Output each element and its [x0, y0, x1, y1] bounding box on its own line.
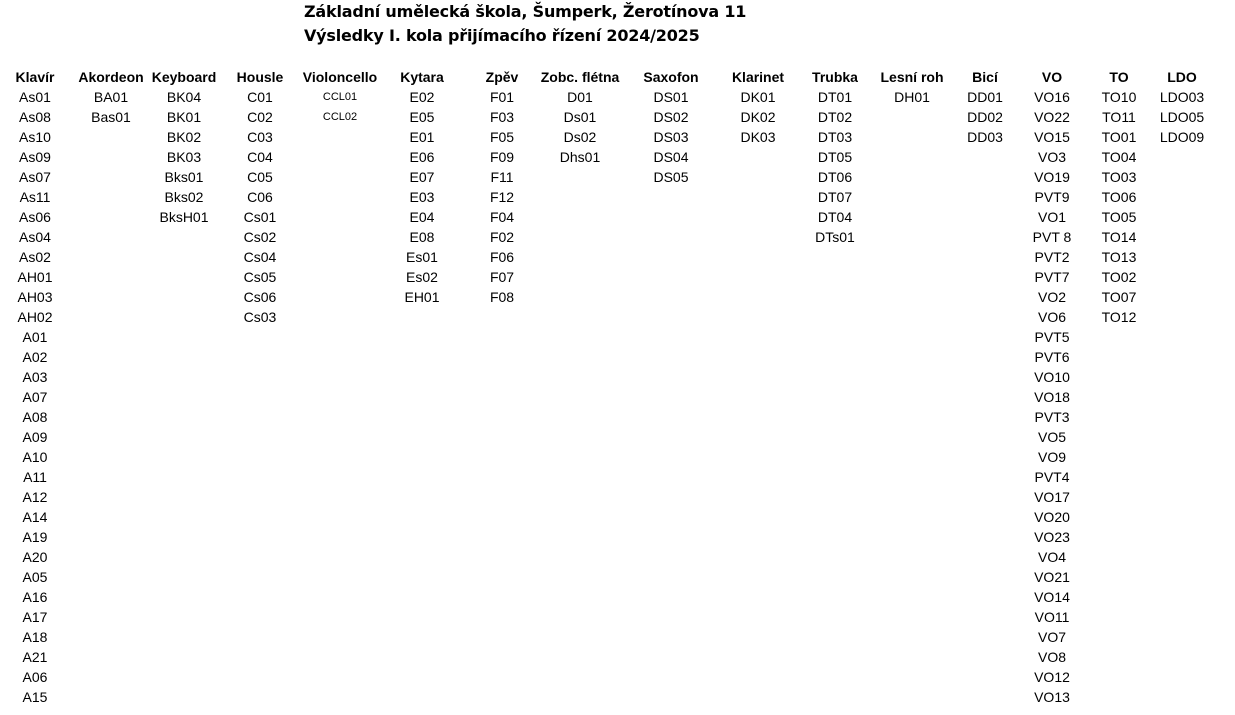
- applicant-code: F01: [489, 89, 515, 105]
- applicant-code: F04: [489, 209, 515, 225]
- applicant-code: DT02: [817, 109, 853, 125]
- column-8: [631, 67, 711, 187]
- applicant-code: A15: [22, 689, 48, 705]
- applicant-code: F09: [489, 149, 515, 165]
- column-header: Klavír: [15, 69, 55, 85]
- applicant-code: VO18: [1034, 389, 1070, 405]
- column-6: [462, 67, 542, 307]
- applicant-code: A18: [22, 629, 48, 645]
- applicant-code: E06: [409, 149, 435, 165]
- applicant-code: Cs06: [243, 289, 277, 305]
- applicant-code: A21: [22, 649, 48, 665]
- school-title: Základní umělecká škola, Šumperk, Žerotínova 11: [304, 2, 747, 21]
- applicant-code: VO15: [1034, 129, 1070, 145]
- applicant-code: VO11: [1034, 609, 1070, 625]
- applicant-code: F07: [489, 269, 515, 285]
- applicant-code: DH01: [894, 89, 930, 105]
- applicant-code: TO01: [1101, 129, 1137, 145]
- applicant-code: PVT2: [1034, 249, 1070, 265]
- applicant-code: VO16: [1034, 89, 1070, 105]
- applicant-code: CCL01: [322, 91, 358, 103]
- applicant-code: VO23: [1034, 529, 1070, 545]
- column-5: [382, 67, 462, 307]
- applicant-code: TO05: [1101, 209, 1137, 225]
- applicant-code: F02: [489, 229, 515, 245]
- column-4: [300, 67, 380, 127]
- column-header: Violoncello: [302, 69, 378, 85]
- applicant-code: PVT9: [1034, 189, 1070, 205]
- applicant-code: Es01: [406, 249, 438, 265]
- column-header: TO: [1109, 69, 1129, 85]
- applicant-code: TO12: [1101, 309, 1137, 325]
- applicant-code: DK02: [740, 109, 776, 125]
- applicant-code: E07: [409, 169, 435, 185]
- applicant-code: DS05: [653, 169, 689, 185]
- applicant-code: Bas01: [91, 109, 131, 125]
- applicant-code: TO02: [1101, 269, 1137, 285]
- applicant-code: AH02: [17, 309, 53, 325]
- applicant-code: DK03: [740, 129, 776, 145]
- applicant-code: F05: [489, 129, 515, 145]
- applicant-code: TO04: [1101, 149, 1137, 165]
- applicant-code: As11: [19, 189, 51, 205]
- applicant-code: Ds02: [563, 129, 597, 145]
- column-3: [220, 67, 300, 327]
- applicant-code: As01: [19, 89, 51, 105]
- applicant-code: C06: [247, 189, 273, 205]
- applicant-code: E04: [409, 209, 435, 225]
- applicant-code: C05: [247, 169, 273, 185]
- column-11: [872, 67, 952, 107]
- applicant-code: As06: [19, 209, 51, 225]
- applicant-code: A03: [22, 369, 48, 385]
- applicant-code: TO06: [1101, 189, 1137, 205]
- applicant-code: VO21: [1034, 569, 1070, 585]
- applicant-code: VO20: [1034, 509, 1070, 525]
- applicant-code: TO10: [1101, 89, 1137, 105]
- applicant-code: A11: [23, 469, 47, 485]
- applicant-code: C04: [247, 149, 273, 165]
- applicant-code: A14: [22, 509, 48, 525]
- results-title: Výsledky I. kola přijímacího řízení 2024/2025: [304, 26, 700, 45]
- applicant-code: A08: [22, 409, 48, 425]
- applicant-code: C01: [247, 89, 273, 105]
- applicant-code: DK01: [740, 89, 776, 105]
- applicant-code: PVT 8: [1032, 229, 1072, 245]
- applicant-code: VO19: [1034, 169, 1070, 185]
- applicant-code: E05: [409, 109, 435, 125]
- applicant-code: BK01: [166, 109, 202, 125]
- applicant-code: DT03: [817, 129, 853, 145]
- column-1: [71, 67, 151, 127]
- column-header: Trubka: [812, 69, 858, 85]
- column-header: Klarinet: [731, 69, 785, 85]
- applicant-code: F11: [490, 169, 514, 185]
- column-header: Saxofon: [643, 69, 699, 85]
- applicant-code: As10: [19, 129, 51, 145]
- applicant-code: DS01: [653, 89, 689, 105]
- column-header: Bicí: [972, 69, 998, 85]
- applicant-code: F06: [489, 249, 515, 265]
- applicant-code: PVT3: [1034, 409, 1070, 425]
- applicant-code: DT05: [817, 149, 853, 165]
- applicant-code: Cs01: [243, 209, 277, 225]
- applicant-code: DTs01: [815, 229, 855, 245]
- applicant-code: LDO03: [1159, 89, 1205, 105]
- column-10: [795, 67, 875, 247]
- applicant-code: TO11: [1102, 109, 1136, 125]
- applicant-code: DD01: [967, 89, 1003, 105]
- column-header: LDO: [1167, 69, 1197, 85]
- applicant-code: DS02: [653, 109, 689, 125]
- applicant-code: TO14: [1101, 229, 1137, 245]
- applicant-code: C03: [247, 129, 273, 145]
- applicant-code: PVT4: [1034, 469, 1070, 485]
- applicant-code: CCL02: [322, 111, 358, 123]
- applicant-code: A19: [22, 529, 48, 545]
- applicant-code: AH01: [17, 269, 53, 285]
- applicant-code: DS03: [653, 129, 689, 145]
- applicant-code: A05: [22, 569, 48, 585]
- applicant-code: VO13: [1034, 689, 1070, 705]
- applicant-code: VO7: [1037, 629, 1066, 645]
- applicant-code: VO14: [1034, 589, 1070, 605]
- applicant-code: Es02: [406, 269, 438, 285]
- applicant-code: VO6: [1037, 309, 1066, 325]
- applicant-code: VO9: [1037, 449, 1066, 465]
- applicant-code: LDO09: [1159, 129, 1205, 145]
- applicant-code: Bks02: [164, 189, 204, 205]
- applicant-code: Cs02: [243, 229, 277, 245]
- applicant-code: C02: [247, 109, 273, 125]
- applicant-code: VO4: [1037, 549, 1066, 565]
- column-header: Zobc. flétna: [540, 69, 620, 85]
- column-0: [0, 67, 75, 707]
- applicant-code: PVT7: [1034, 269, 1070, 285]
- applicant-code: E03: [409, 189, 435, 205]
- applicant-code: DT04: [817, 209, 853, 225]
- applicant-code: E08: [409, 229, 435, 245]
- applicant-code: Bks01: [164, 169, 204, 185]
- applicant-code: TO13: [1101, 249, 1137, 265]
- applicant-code: VO1: [1037, 209, 1066, 225]
- column-9: [718, 67, 798, 147]
- applicant-code: PVT6: [1034, 349, 1070, 365]
- applicant-code: A17: [22, 609, 48, 625]
- column-header: Kytara: [400, 69, 444, 85]
- applicant-code: E01: [409, 129, 435, 145]
- applicant-code: As08: [19, 109, 51, 125]
- applicant-code: F12: [489, 189, 515, 205]
- applicant-code: VO8: [1037, 649, 1066, 665]
- applicant-code: BK04: [166, 89, 202, 105]
- applicant-code: A20: [22, 549, 48, 565]
- applicant-code: A10: [22, 449, 48, 465]
- column-header: VO: [1041, 69, 1063, 85]
- applicant-code: DD03: [967, 129, 1003, 145]
- applicant-code: Ds01: [563, 109, 597, 125]
- applicant-code: TO03: [1101, 169, 1137, 185]
- column-header: Housle: [236, 69, 284, 85]
- applicant-code: F08: [489, 289, 515, 305]
- applicant-code: A07: [22, 389, 48, 405]
- applicant-code: DT07: [817, 189, 853, 205]
- applicant-code: DT06: [817, 169, 853, 185]
- applicant-code: Cs03: [243, 309, 277, 325]
- applicant-code: As04: [19, 229, 51, 245]
- applicant-code: A06: [22, 669, 48, 685]
- applicant-code: PVT5: [1034, 329, 1070, 345]
- applicant-code: BksH01: [159, 209, 209, 225]
- column-15: [1142, 67, 1222, 147]
- applicant-code: Cs05: [243, 269, 277, 285]
- applicant-code: EH01: [404, 289, 440, 305]
- applicant-code: A02: [22, 349, 48, 365]
- applicant-code: DS04: [653, 149, 689, 165]
- applicant-code: LDO05: [1159, 109, 1205, 125]
- applicant-code: A01: [22, 329, 48, 345]
- applicant-code: VO5: [1037, 429, 1066, 445]
- applicant-code: F03: [489, 109, 515, 125]
- applicant-code: E02: [409, 89, 435, 105]
- applicant-code: AH03: [17, 289, 53, 305]
- column-header: Zpěv: [485, 69, 519, 85]
- column-header: Lesní roh: [880, 69, 944, 85]
- applicant-code: D01: [567, 89, 593, 105]
- applicant-code: Dhs01: [559, 149, 601, 165]
- column-header: Akordeon: [78, 69, 144, 85]
- applicant-code: A09: [22, 429, 48, 445]
- applicant-code: BK03: [166, 149, 202, 165]
- applicant-code: VO10: [1034, 369, 1070, 385]
- column-header: Keyboard: [151, 69, 217, 85]
- column-2: [144, 67, 224, 227]
- applicant-code: VO17: [1034, 489, 1070, 505]
- applicant-code: DT01: [817, 89, 853, 105]
- applicant-code: As02: [19, 249, 51, 265]
- applicant-code: VO2: [1037, 289, 1066, 305]
- applicant-code: BA01: [93, 89, 129, 105]
- applicant-code: VO22: [1034, 109, 1070, 125]
- applicant-code: Cs04: [243, 249, 277, 265]
- applicant-code: VO3: [1037, 149, 1066, 165]
- column-7: [540, 67, 620, 167]
- applicant-code: VO12: [1034, 669, 1070, 685]
- applicant-code: As09: [19, 149, 51, 165]
- applicant-code: As07: [19, 169, 51, 185]
- applicant-code: DD02: [967, 109, 1003, 125]
- applicant-code: A12: [22, 489, 48, 505]
- applicant-code: TO07: [1101, 289, 1137, 305]
- applicant-code: BK02: [166, 129, 202, 145]
- applicant-code: A16: [22, 589, 48, 605]
